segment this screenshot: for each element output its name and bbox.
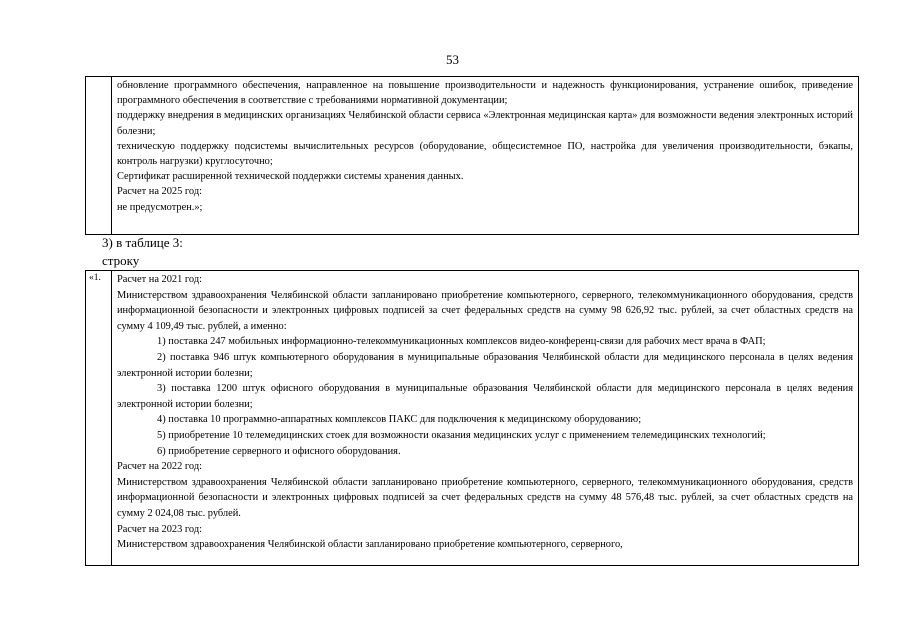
table-paragraph: 2) поставка 946 штук компьютерного оборудования в муниципальные образования Челябинской области для медицинского персонала в целях ведения электронной истории болезни; bbox=[117, 351, 853, 379]
table-paragraph: Расчет на 2022 год: bbox=[117, 461, 202, 473]
table-paragraph: Министерством здравоохранения Челябинской области запланировано приобретение компьютерного, серверного, bbox=[117, 539, 623, 551]
table-fragment-bottom bbox=[85, 270, 859, 566]
table-fragment-top bbox=[85, 76, 859, 235]
table-paragraph: не предусмотрен.»; bbox=[117, 201, 203, 213]
table-paragraph: 1) поставка 247 мобильных информационно-телекоммуникационных комплексов видео-конференц-связи для рабочих мест врача в ФАП; bbox=[157, 336, 766, 348]
table-paragraph: 5) приобретение 10 телемедицинских стоек для возможности оказания медицинских услуг с применением телемедицинских технологий; bbox=[157, 429, 766, 441]
table-paragraph: Расчет на 2021 год: bbox=[117, 274, 202, 285]
table-paragraph: Министерством здравоохранения Челябинской области запланировано приобретение компьютерного, серверного, телекоммуникационного оборудования, средств информационной безопасности и электронных цифровых подписей за счет федеральных средств на сумму 98 626,92 тыс. рублей, за счет областных средств на сумму 4 109,49 тыс. рублей, а именно: bbox=[117, 289, 853, 332]
table-paragraph: 3) поставка 1200 штук офисного оборудования в муниципальные образования Челябинской области для медицинского персонала в целях ведения электронной истории болезни; bbox=[117, 383, 853, 410]
table-paragraph: поддержку внедрения в медицинских организациях Челябинской области сервиса «Электронная медицинская карта» для возможности ведения электронных историй болезни; bbox=[117, 110, 853, 137]
section-subitem: строку bbox=[102, 253, 140, 268]
row-number: «1. bbox=[86, 271, 112, 565]
table-paragraph: Министерством здравоохранения Челябинской области запланировано приобретение компьютерного, серверного, телекоммуникационного оборудования, средств информационной безопасности и электронных цифровых подписей за счет федеральных средств на сумму 48 576,48 тыс. рублей, за счет областных средств на сумму 2 024,08 тыс. рублей. bbox=[117, 476, 853, 519]
table-cell-content bbox=[112, 77, 858, 234]
table-paragraph: 4) поставка 10 программно-аппаратных комплексов ПАКС для подключения к медицинскому оборудованию; bbox=[157, 414, 642, 426]
table-paragraph: техническую поддержку подсистемы вычислительных ресурсов (оборудование, общесистемное ПО, настройка для увеличения производительности, бэкапы, контроль нагрузки) круглосуточно; bbox=[117, 140, 853, 168]
table-paragraph: Расчет на 2023 год: bbox=[117, 523, 202, 535]
table-cell-content bbox=[112, 271, 858, 565]
number-column bbox=[86, 77, 112, 234]
table-paragraph: обновление программного обеспечения, направленное на повышение производительности и надежность функционирования, устранение ошибок, приведение программного обеспечения в соответствие с требованиями нормативной документации; bbox=[117, 80, 853, 107]
table-paragraph: 6) приобретение серверного и офисного оборудования. bbox=[157, 445, 401, 457]
page-number: 53 bbox=[446, 52, 459, 67]
section-item: 3) в таблице 3: bbox=[102, 235, 183, 250]
table-paragraph: Расчет на 2025 год: bbox=[117, 186, 202, 198]
table-paragraph: Сертификат расширенной технической поддержки системы хранения данных. bbox=[117, 171, 464, 183]
